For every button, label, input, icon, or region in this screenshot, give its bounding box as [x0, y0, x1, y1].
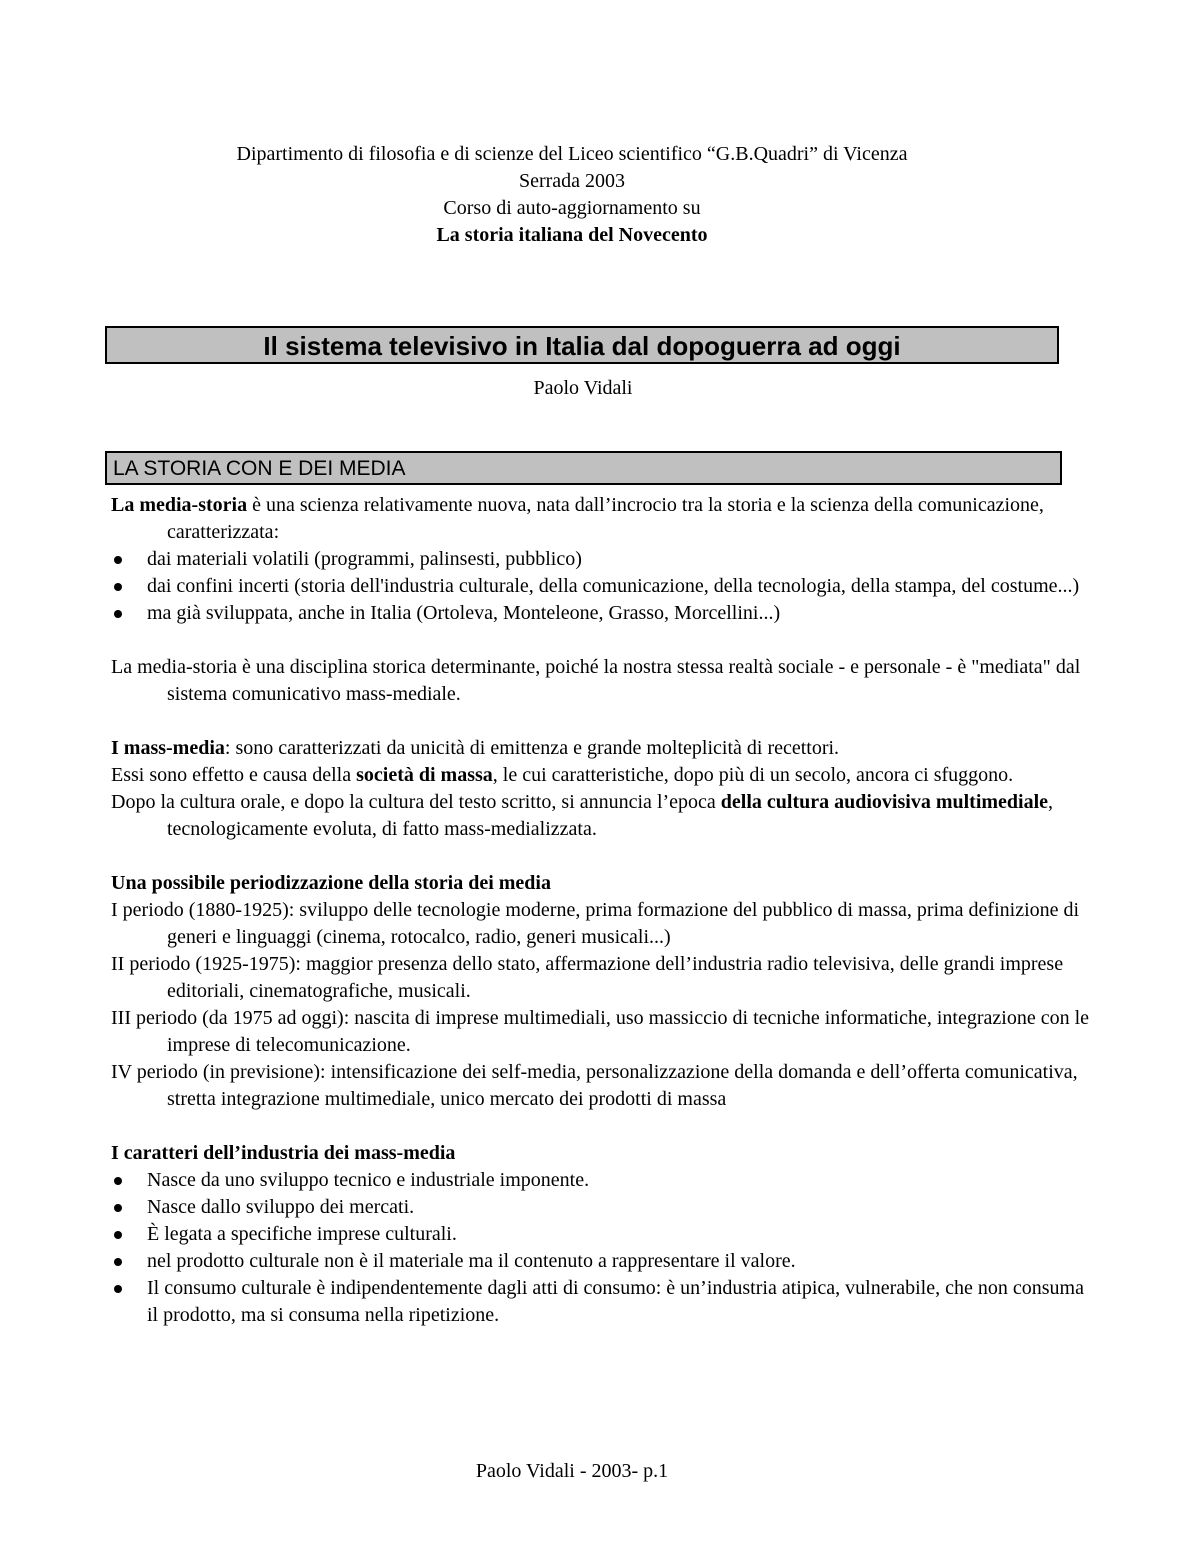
intro-paragraph [111, 492, 1096, 546]
caratteri-heading: I caratteri dell’industria dei mass-media [111, 1142, 456, 1164]
cultura-text-pre: Dopo la cultura orale, e dopo la cultura del testo scritto, si annuncia l’epoca [111, 791, 721, 813]
societa-text-post: , le cui caratteristiche, dopo più di un secolo, ancora ci sfuggono. [492, 764, 1014, 786]
societa-text-pre: Essi sono effetto e causa della [111, 764, 357, 786]
period-item: IV periodo (in previsione): intensificazione dei self-media, personalizzazione della domanda e dell’offerta comunicativa, stretta integrazione multimediale, unico mercato dei prodotti di massa [111, 1061, 1078, 1110]
massmedia-term: I mass-media [111, 737, 225, 759]
list-item: Nasce dallo sviluppo dei mercati. [111, 1194, 1096, 1221]
author-name: Paolo Vidali [533, 377, 633, 399]
massmedia-text: : sono caratterizzati da unicità di emittenza e grande molteplicità di recettori. [224, 737, 840, 759]
mediastoria-paragraph: La media-storia è una disciplina storica determinante, poiché la nostra stessa realtà sociale - e personale - è "mediata" dal sistema comunicativo mass-mediale. [111, 656, 1081, 705]
section-heading: LA STORIA CON E DEI MEDIA [105, 451, 1062, 485]
intro-term: La media-storia [111, 494, 248, 516]
periodizzazione-heading: Una possibile periodizzazione della storia dei media [111, 872, 551, 894]
page-footer: Paolo Vidali - 2003- p.1 [475, 1460, 669, 1482]
course-line: Corso di auto-aggiornamento su [443, 197, 701, 219]
societa-term: società di massa [356, 764, 493, 786]
document-body [111, 492, 1096, 1329]
cultura-text-post: , tecnologicamente evoluta, di fatto mass-medializzata. [167, 791, 1054, 840]
caratteri-bullet-list [111, 1167, 1096, 1329]
list-item: nel prodotto culturale non è il materiale ma il contenuto a rappresentare il valore. [111, 1248, 1096, 1275]
list-item: Nasce da uno sviluppo tecnico e industriale imponente. [111, 1167, 1096, 1194]
list-item: È legata a specifiche imprese culturali. [111, 1221, 1096, 1248]
course-title: La storia italiana del Novecento [436, 224, 708, 246]
intro-text: è una scienza relativamente nuova, nata dall’incrocio tra la storia e la scienza della comunicazione, caratterizzata: [167, 494, 1044, 543]
document-title: Il sistema televisivo in Italia dal dopoguerra ad oggi [105, 326, 1059, 364]
list-item: ma già sviluppata, anche in Italia (Ortoleva, Monteleone, Grasso, Morcellini...) [111, 600, 1096, 627]
list-item: Il consumo culturale è indipendentemente dagli atti di consumo: è un’industria atipica, vulnerabile, che non consuma il prodotto, ma si consuma nella ripetizione. [111, 1275, 1096, 1329]
societa-paragraph [111, 762, 1096, 789]
period-item: I periodo (1880-1925): sviluppo delle tecnologie moderne, prima formazione del pubblico di massa, prima definizione di generi e linguaggi (cinema, rotocalco, radio, generi musicali...) [111, 899, 1080, 948]
cultura-paragraph [111, 789, 1096, 843]
list-item: dai materiali volatili (programmi, palinsesti, pubblico) [111, 546, 1096, 573]
period-item: II periodo (1925-1975): maggior presenza dello stato, affermazione dell’industria radio televisiva, delle grandi imprese editoriali, cinematografiche, musicali. [111, 953, 1064, 1002]
period-item: III periodo (da 1975 ad oggi): nascita di imprese multimediali, uso massiccio di tecniche informatiche, integrazione con le imprese di telecomunicazione. [111, 1007, 1090, 1056]
list-item: dai confini incerti (storia dell'industria culturale, della comunicazione, della tecnologia, della stampa, del costume...) [111, 573, 1096, 600]
cultura-term: della cultura audiovisiva multimediale [720, 791, 1049, 813]
intro-bullet-list [111, 546, 1096, 627]
document-header [0, 141, 1144, 249]
massmedia-paragraph [111, 735, 1096, 762]
department-line: Dipartimento di filosofia e di scienze del Liceo scientifico “G.B.Quadri” di Vicenza [236, 143, 908, 165]
location-year-line: Serrada 2003 [518, 170, 626, 192]
